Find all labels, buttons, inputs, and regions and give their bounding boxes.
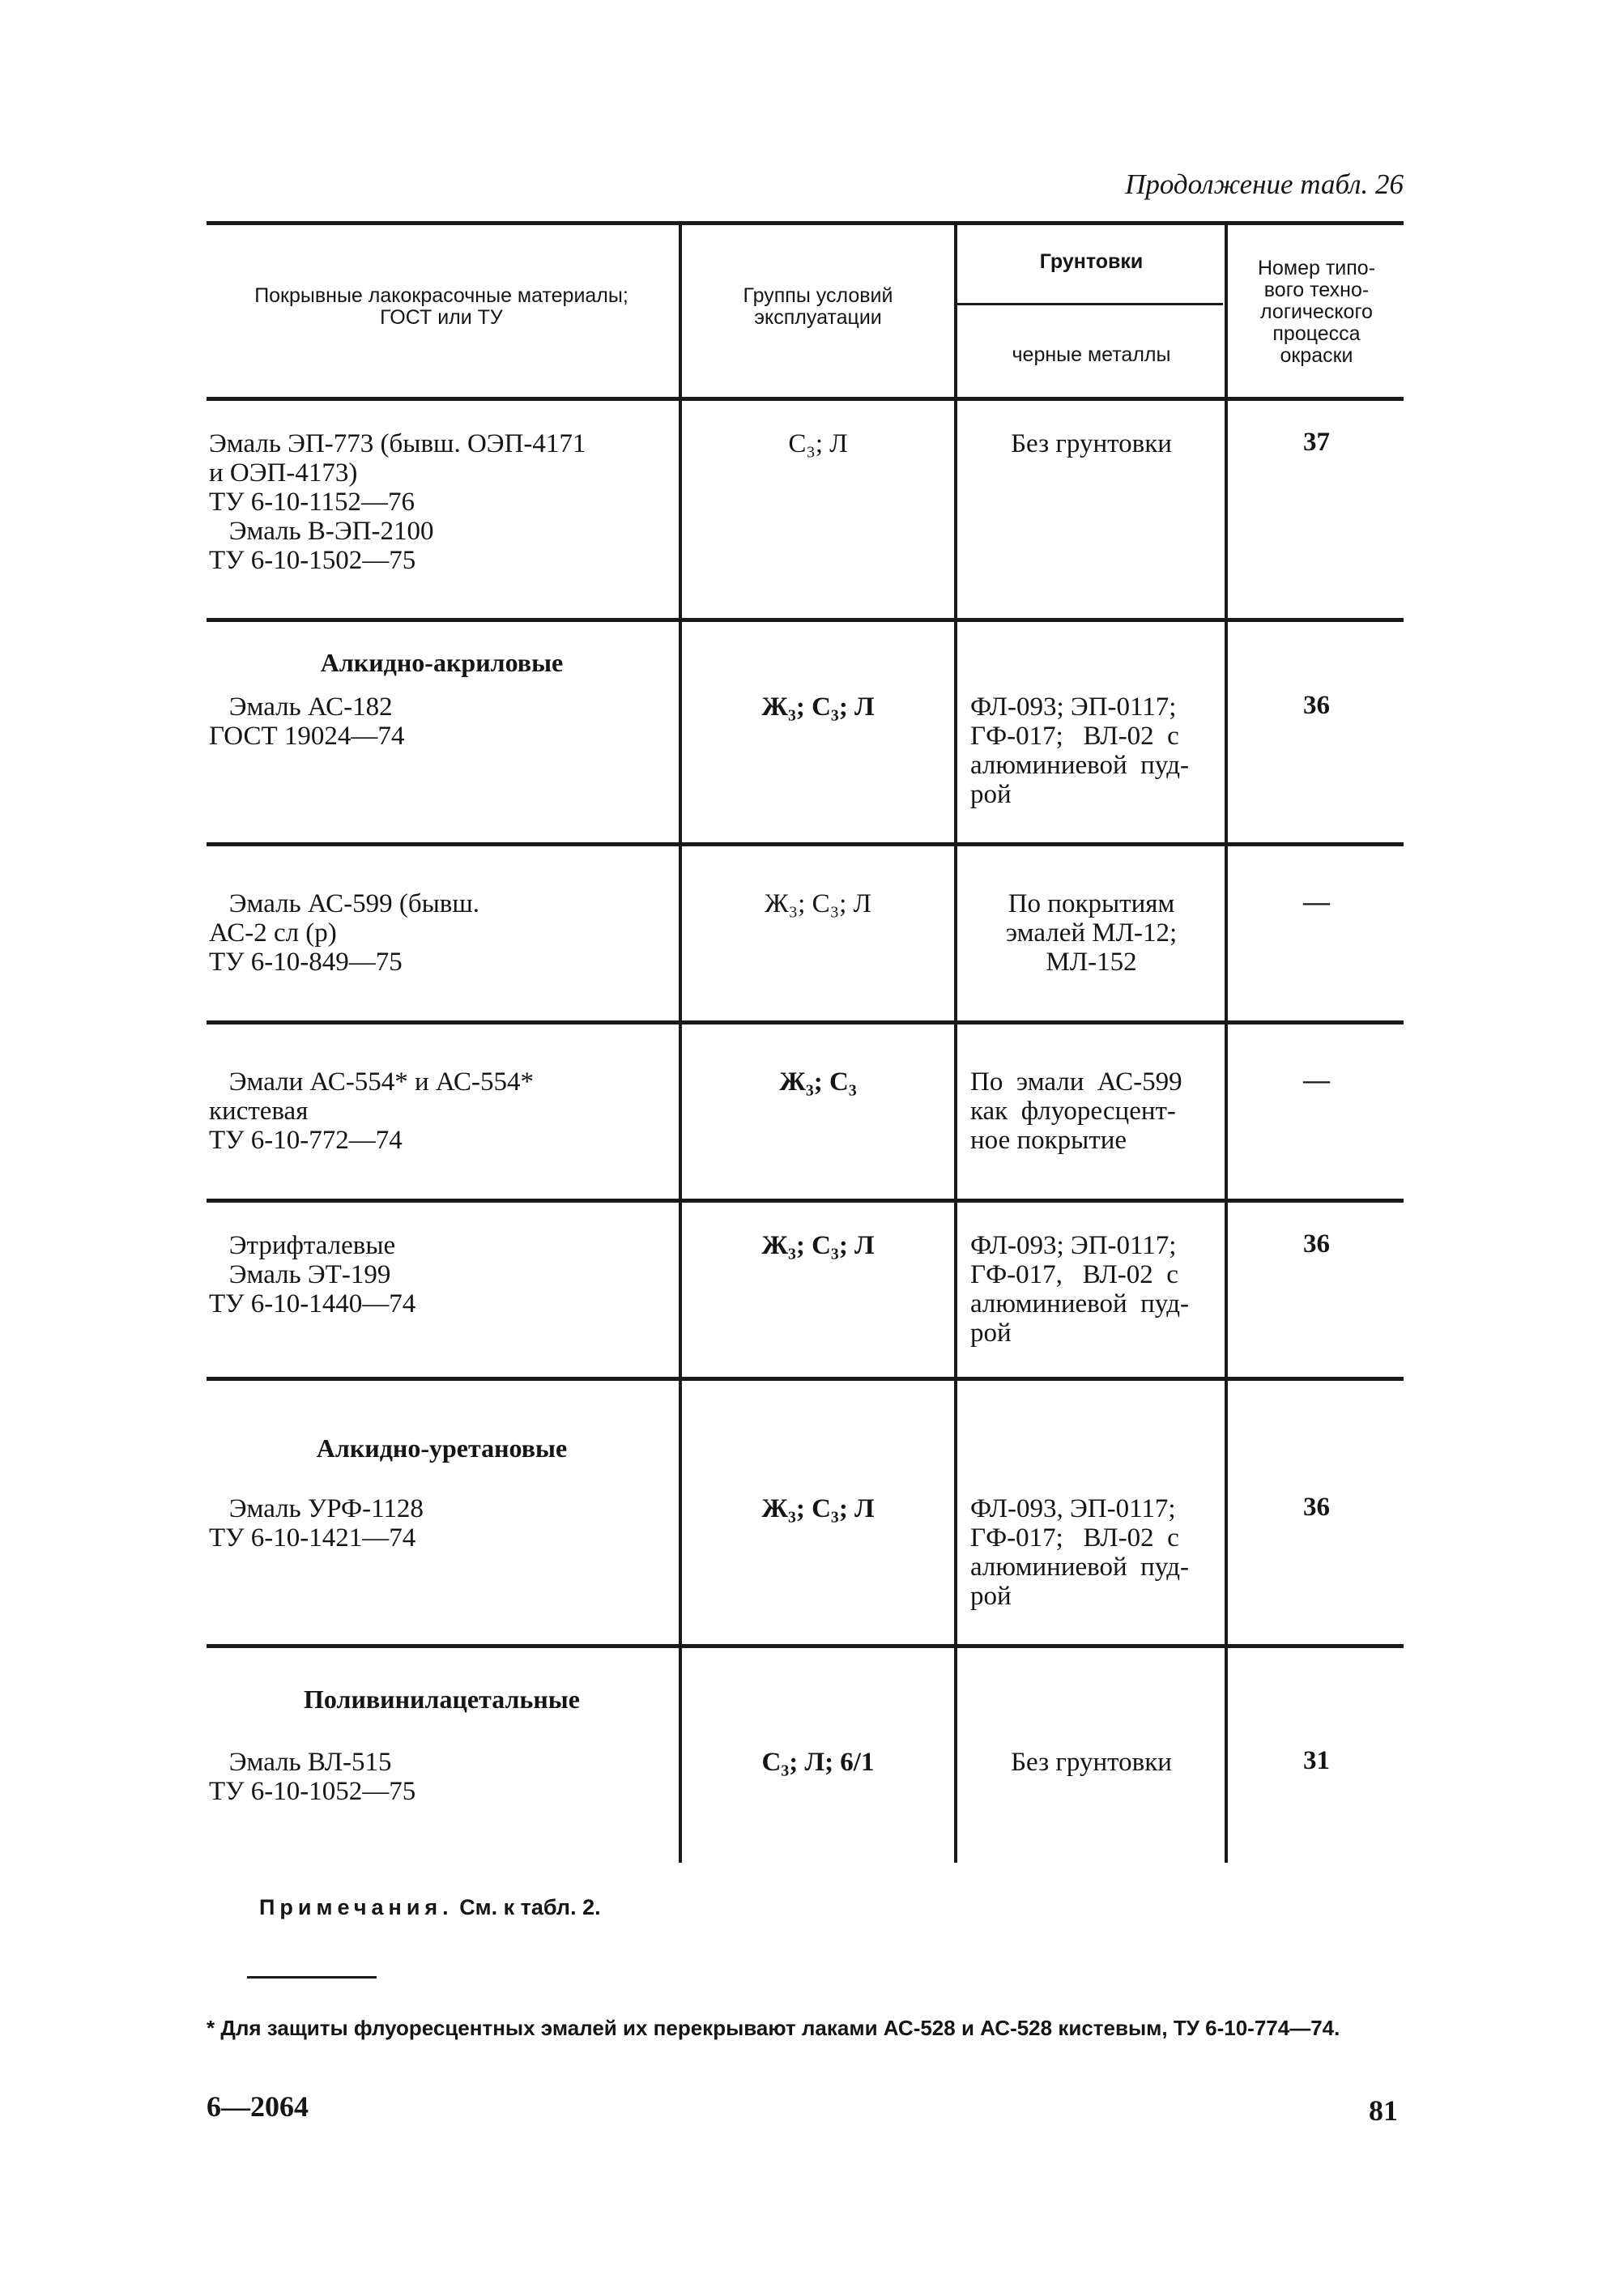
primers-subheader-rule (956, 303, 1223, 305)
page-number: 81 (1369, 2094, 1398, 2127)
row-7-section-heading: Поливинилацетальные (304, 1685, 580, 1714)
header-primers: Грунтовки (1039, 250, 1144, 273)
row-7-groups: С₃; Л; 6/1 (761, 1748, 875, 1777)
notes-label: Примечания. (259, 1895, 454, 1919)
table-notes (259, 1895, 601, 1920)
header-primers-ferrous-metals: черные металлы (1012, 343, 1171, 366)
header-operating-groups: Группы условий эксплуатации (743, 284, 893, 329)
row-5-groups: Ж₃; С₃; Л (761, 1231, 875, 1260)
row-4-groups: Ж₃; С₃ (779, 1067, 857, 1097)
header-materials: Покрывные лакокрасочные материалы; ГОСТ или ТУ (254, 284, 628, 329)
row-3-process: — (1303, 888, 1330, 917)
table-continuation-caption: Продолжение табл. 26 (1125, 168, 1404, 200)
column-rule (954, 223, 957, 1863)
row-4-material: Эмали АС-554* и АС-554* кистевая ТУ 6-10-772—74 (209, 1067, 535, 1155)
row-7-material: Эмаль ВЛ-515 ТУ 6-10-1052—75 (209, 1748, 416, 1806)
footnote: * Для защиты флуоресцентных эмалей их перекрывают лаками АС-528 и АС-528 кистевым, ТУ 6-10-774—74. (207, 2016, 1340, 2040)
row-2-material: Эмаль АС-182 ГОСТ 19024—74 (209, 692, 405, 751)
row-1-process: 37 (1303, 428, 1330, 457)
column-rule (679, 223, 682, 1863)
row-7-primer: Без грунтовки (1011, 1748, 1172, 1777)
row-5-process: 36 (1303, 1229, 1330, 1259)
print-order-code: 6—2064 (207, 2090, 309, 2123)
row-6-primer: ФЛ-093, ЭП-0117; ГФ-017; ВЛ-02 с алюминиевой пуд- рой (970, 1494, 1190, 1611)
row-7-process: 31 (1303, 1746, 1330, 1775)
row-2-groups: Ж₃; С₃; Л (761, 692, 875, 722)
row-1-primer: Без грунтовки (1011, 429, 1172, 458)
row-4-process: — (1303, 1066, 1330, 1095)
row-6-material: Эмаль УРФ-1128 ТУ 6-10-1421—74 (209, 1494, 424, 1553)
header-process-number: Номер типо- вого техно- логического процесса окраски (1257, 257, 1376, 367)
row-3-groups: Ж₃; С₃; Л (765, 889, 871, 918)
row-3-material: Эмаль АС-599 (бывш. АС-2 сл (р) ТУ 6-10-849—75 (209, 889, 480, 977)
row-1-groups: С₃; Л (788, 429, 848, 458)
footnote-separator (247, 1976, 377, 1979)
row-2-primer: ФЛ-093; ЭП-0117; ГФ-017; ВЛ-02 с алюминиевой пуд- рой (970, 692, 1190, 809)
row-3-primer: По покрытиям эмалей МЛ-12; МЛ-152 (1005, 889, 1178, 977)
row-6-process: 36 (1303, 1493, 1330, 1522)
row-2-section-heading: Алкидно-акриловые (320, 648, 564, 677)
notes-text: См. к табл. 2. (459, 1895, 601, 1919)
row-5-primer: ФЛ-093; ЭП-0117; ГФ-017, ВЛ-02 с алюминиевой пуд- рой (970, 1231, 1190, 1348)
row-6-groups: Ж₃; С₃; Л (761, 1494, 875, 1523)
row-6-section-heading: Алкидно-уретановые (316, 1433, 568, 1463)
row-1-material: Эмаль ЭП-773 (бывш. ОЭП-4171 и ОЭП-4173) ТУ 6-10-1152—76 Эмаль В-ЭП-2100 ТУ 6-10-1502—75 (209, 429, 586, 575)
row-5-material: Этрифталевые Эмаль ЭТ-199 ТУ 6-10-1440—74 (209, 1231, 416, 1318)
row-4-primer: По эмали АС-599 как флуоресцент- ное покрытие (970, 1067, 1182, 1155)
column-rule (1225, 223, 1228, 1863)
row-2-process: 36 (1303, 691, 1330, 720)
